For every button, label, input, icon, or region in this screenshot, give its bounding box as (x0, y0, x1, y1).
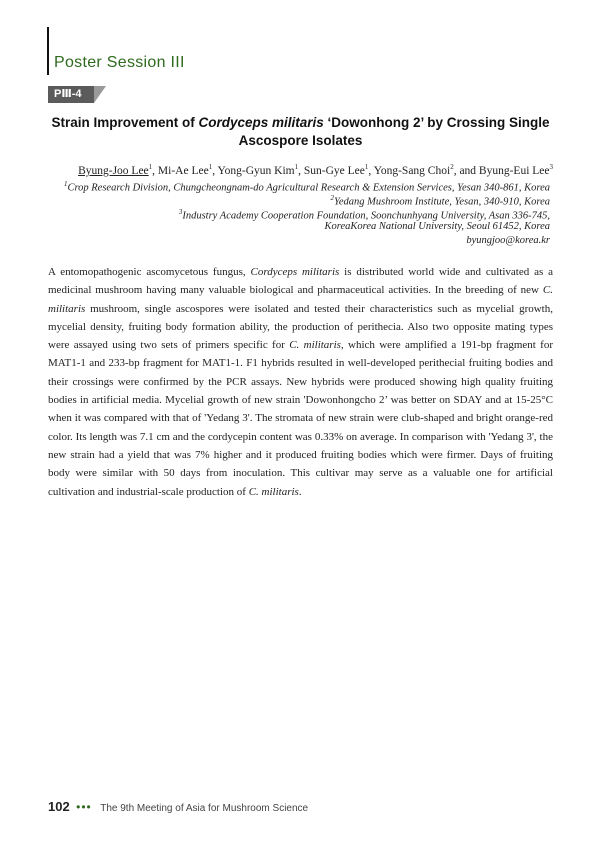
author-sup: 1 (148, 163, 153, 171)
abstract-species: C. militaris (48, 284, 553, 315)
author-sup: 3 (549, 163, 553, 171)
contact-email[interactable] (466, 234, 550, 247)
page-footer (48, 798, 308, 816)
abstract-text: is distributed world wide and cultivated as a medicinal mushroom having many valuable biological and pharmaceutical activities. In the breeding of new (48, 266, 553, 297)
abstract-body (48, 263, 553, 501)
page-number: 102 (48, 799, 70, 814)
author-list: Byung-Joo Lee$^1$, Mi-Ae Lee$^1$, Yong-Gyun Kim$^1$, Sun-Gye Lee$^1$, Yong-Sang Choi$^2$, and Byung-Eui Lee$^3$ (78, 163, 553, 177)
session-badge-tail (94, 86, 106, 103)
title-line2: Ascospore Isolates (238, 133, 363, 148)
author-name: Byung-Joo Lee (78, 164, 149, 177)
author-name: Yong-Gyun Kim (217, 164, 295, 177)
section-title: Poster Session III (54, 54, 185, 71)
header-vertical-rule (47, 27, 49, 75)
paper-title (48, 114, 553, 150)
author-sup: 1 (208, 163, 213, 171)
author-sup: 1 (364, 163, 369, 171)
affiliation-sup: 3 (178, 208, 183, 216)
conference-name: The 9th Meeting of Asia for Mushroom Science (100, 803, 309, 814)
abstract-text: A entomopathogenic ascomycetous fungus, (48, 266, 251, 278)
abstract-species: Cordyceps militaris (250, 266, 340, 278)
affiliation-text: Yedang Mushroom Institute, Yesan, 340-910, Korea (333, 196, 550, 208)
affiliation-text: KoreaKorea National University, Seoul 61452, Korea (324, 221, 550, 232)
title-species: Cordyceps militaris (198, 115, 324, 130)
title-suffix: ‘Dowonhong 2’ by Crossing Single (323, 115, 550, 130)
title-prefix: Strain Improvement of (51, 115, 199, 130)
author-name: Mi-Ae Lee (157, 164, 209, 177)
affiliation-text: Crop Research Division, Chungcheongnam-do Agricultural Research & Extension Services, Yesan 340-861, Korea (67, 182, 550, 194)
abstract-text: . (298, 485, 302, 498)
abstract-text: mushroom, single ascospores were isolated and tested their characteristics such as mycelial growth, mycelial density, fruiting body formation ability, the production of perithecia. Also two opposite mating types were assayed using two sets of primers specific for (48, 302, 553, 352)
author-name: Yong-Sang Choi (373, 164, 451, 177)
author-sup: 1 (294, 163, 299, 171)
author-sup: 2 (450, 163, 454, 171)
abstract-text: , which were amplified a 191-bp fragment for MAT1-1 and 233-bp fragment for MAT1-1. F1 hybrids resulted in well-developed perithecial fruiting bodies and their crossings were confirmed by the PCR assays. New hybrids were produced showing high quality fruiting bodies in artificial media. Mycelial growth of new strain 'Dowonhongcho 2’ was better on SDAY and at 15-25°C when it was compared with that of 'Yedang 3'. The stromata of new strain were club-shaped and bright orange-red color. Its length was 7.1 cm and the cordycepin content was 0.33% on average. In comparison with 'Yedang 3', the new strain had a yield that was 7% higher and it produced fruiting bodies which were firmer. Days of fruiting body were similar with 50 days from inoculation. This cultivar may serve as a valuable one for artificial cultivation and industrial-scale production of (48, 339, 554, 498)
session-badge-label: PⅢ-4 (48, 86, 94, 103)
footer-dots: ••• (76, 800, 92, 814)
author-name: and Byung-Eui Lee (459, 164, 550, 177)
session-badge (48, 86, 108, 103)
email-text[interactable]: byungjoo@korea.kr (466, 235, 550, 246)
affiliation-sup: 2 (330, 194, 334, 202)
abstract-species: C. militaris (248, 485, 299, 498)
affiliation-text: Industry Academy Cooperation Foundation, Soonchunhyang University, Asan 336-745, (182, 210, 550, 222)
abstract-species: C. militaris (289, 339, 341, 352)
author-name: Sun-Gye Lee (303, 164, 365, 177)
affiliation-sup: 1 (63, 180, 68, 188)
affiliation-4 (325, 220, 550, 233)
